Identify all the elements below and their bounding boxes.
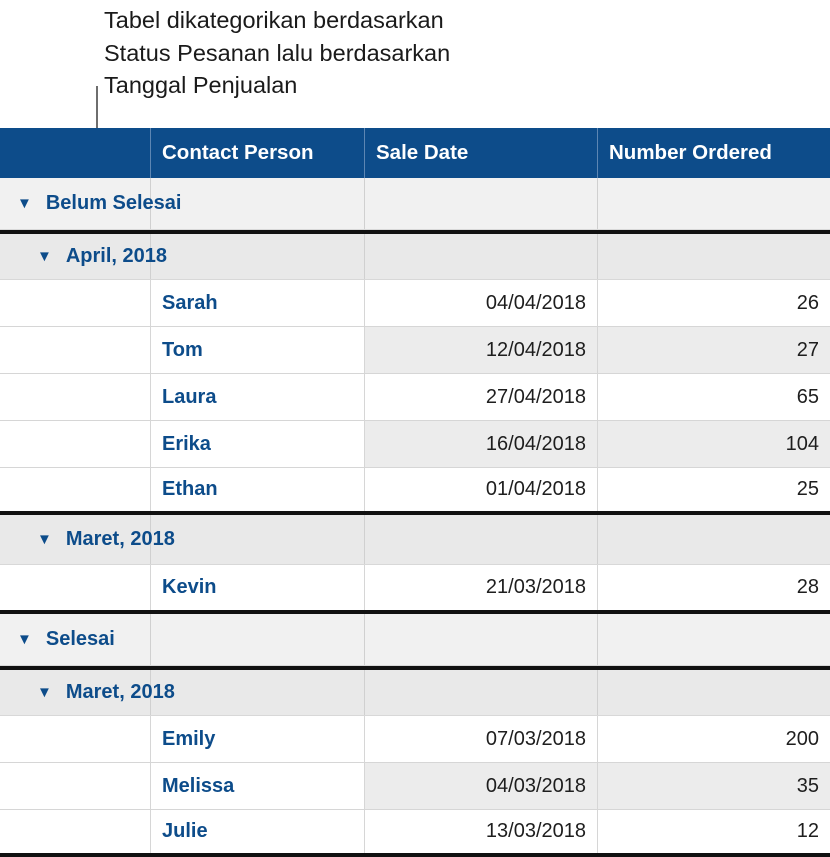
number-ordered-cell[interactable]: 12 — [796, 820, 819, 842]
contact-cell[interactable]: Sarah — [151, 280, 365, 326]
contact-cell[interactable]: Julie — [151, 810, 365, 853]
contact-cell[interactable]: Tom — [151, 327, 365, 373]
row-blank-cell[interactable] — [0, 716, 151, 762]
table-row[interactable] — [0, 716, 830, 763]
header-sale-date[interactable]: Sale Date — [365, 128, 598, 178]
disclosure-triangle-icon[interactable]: ▼ — [37, 684, 52, 701]
disclosure-triangle-icon[interactable]: ▼ — [17, 195, 32, 212]
contact-cell[interactable]: Emily — [151, 716, 365, 762]
group-label: Belum Selesai — [45, 192, 182, 214]
row-blank-cell[interactable] — [0, 421, 151, 467]
table-row[interactable] — [0, 565, 830, 614]
number-ordered-cell[interactable]: 104 — [598, 421, 830, 467]
contact-cell[interactable]: Melissa — [151, 763, 365, 809]
table-row[interactable] — [0, 763, 830, 810]
subgroup-row-april-2018[interactable] — [0, 230, 830, 280]
callout-line-3: Tanggal Penjualan — [104, 72, 298, 98]
header-number-ordered[interactable]: Number Ordered — [609, 141, 772, 164]
orders-table — [0, 128, 830, 857]
sale-date-cell[interactable]: 01/04/2018 — [365, 468, 598, 511]
row-blank-cell[interactable] — [0, 565, 151, 610]
sale-date-cell[interactable]: 16/04/2018 — [365, 421, 598, 467]
number-ordered-cell[interactable]: 27 — [598, 327, 830, 373]
row-blank-cell[interactable] — [0, 763, 151, 809]
table-row[interactable] — [0, 421, 830, 468]
sale-date-cell[interactable]: 04/04/2018 — [365, 280, 598, 326]
table-row[interactable] — [0, 280, 830, 327]
number-ordered-cell[interactable]: 35 — [598, 763, 830, 809]
callout-text — [104, 4, 624, 102]
header-cell-empty[interactable] — [0, 128, 151, 178]
sale-date-cell[interactable]: 21/03/2018 — [365, 565, 598, 610]
row-blank-cell[interactable] — [0, 810, 151, 853]
number-ordered-cell[interactable]: 28 — [796, 576, 819, 598]
row-blank-cell[interactable] — [0, 374, 151, 420]
contact-cell[interactable]: Ethan — [151, 468, 365, 511]
number-ordered-cell[interactable]: 26 — [796, 291, 819, 314]
row-blank-cell[interactable] — [0, 468, 151, 511]
subgroup-row-maret-2018[interactable] — [0, 515, 830, 565]
callout-line-1: Tabel dikategorikan berdasarkan — [104, 7, 444, 33]
group-row-belum-selesai[interactable] — [0, 178, 830, 230]
sale-date-cell[interactable]: 27/04/2018 — [365, 374, 598, 420]
number-ordered-cell[interactable]: 65 — [796, 385, 819, 408]
sale-date-cell[interactable]: 13/03/2018 — [365, 810, 598, 853]
number-ordered-cell[interactable]: 25 — [796, 478, 819, 500]
table-row[interactable] — [0, 327, 830, 374]
row-blank-cell[interactable] — [0, 280, 151, 326]
callout-line-2: Status Pesanan lalu berdasarkan — [104, 39, 451, 66]
disclosure-triangle-icon[interactable]: ▼ — [17, 631, 32, 648]
subgroup-label: Maret, 2018 — [65, 528, 175, 550]
table-header-row — [0, 128, 830, 178]
contact-cell[interactable]: Laura — [151, 374, 365, 420]
disclosure-triangle-icon[interactable]: ▼ — [37, 248, 52, 265]
sale-date-cell[interactable]: 12/04/2018 — [365, 327, 598, 373]
sale-date-cell[interactable]: 07/03/2018 — [365, 716, 598, 762]
contact-cell[interactable]: Erika — [151, 421, 365, 467]
table-row[interactable] — [0, 810, 830, 857]
group-row-selesai[interactable] — [0, 614, 830, 666]
header-contact-person[interactable]: Contact Person — [151, 128, 365, 178]
subgroup-label: April, 2018 — [65, 245, 168, 267]
number-ordered-cell[interactable]: 200 — [785, 727, 819, 750]
group-label: Selesai — [45, 628, 115, 650]
subgroup-row-maret-2018[interactable] — [0, 666, 830, 716]
row-blank-cell[interactable] — [0, 327, 151, 373]
disclosure-triangle-icon[interactable]: ▼ — [37, 531, 52, 548]
table-row[interactable] — [0, 374, 830, 421]
table-row[interactable] — [0, 468, 830, 515]
contact-cell[interactable]: Kevin — [151, 565, 365, 610]
sale-date-cell[interactable]: 04/03/2018 — [365, 763, 598, 809]
subgroup-label: Maret, 2018 — [65, 681, 175, 703]
